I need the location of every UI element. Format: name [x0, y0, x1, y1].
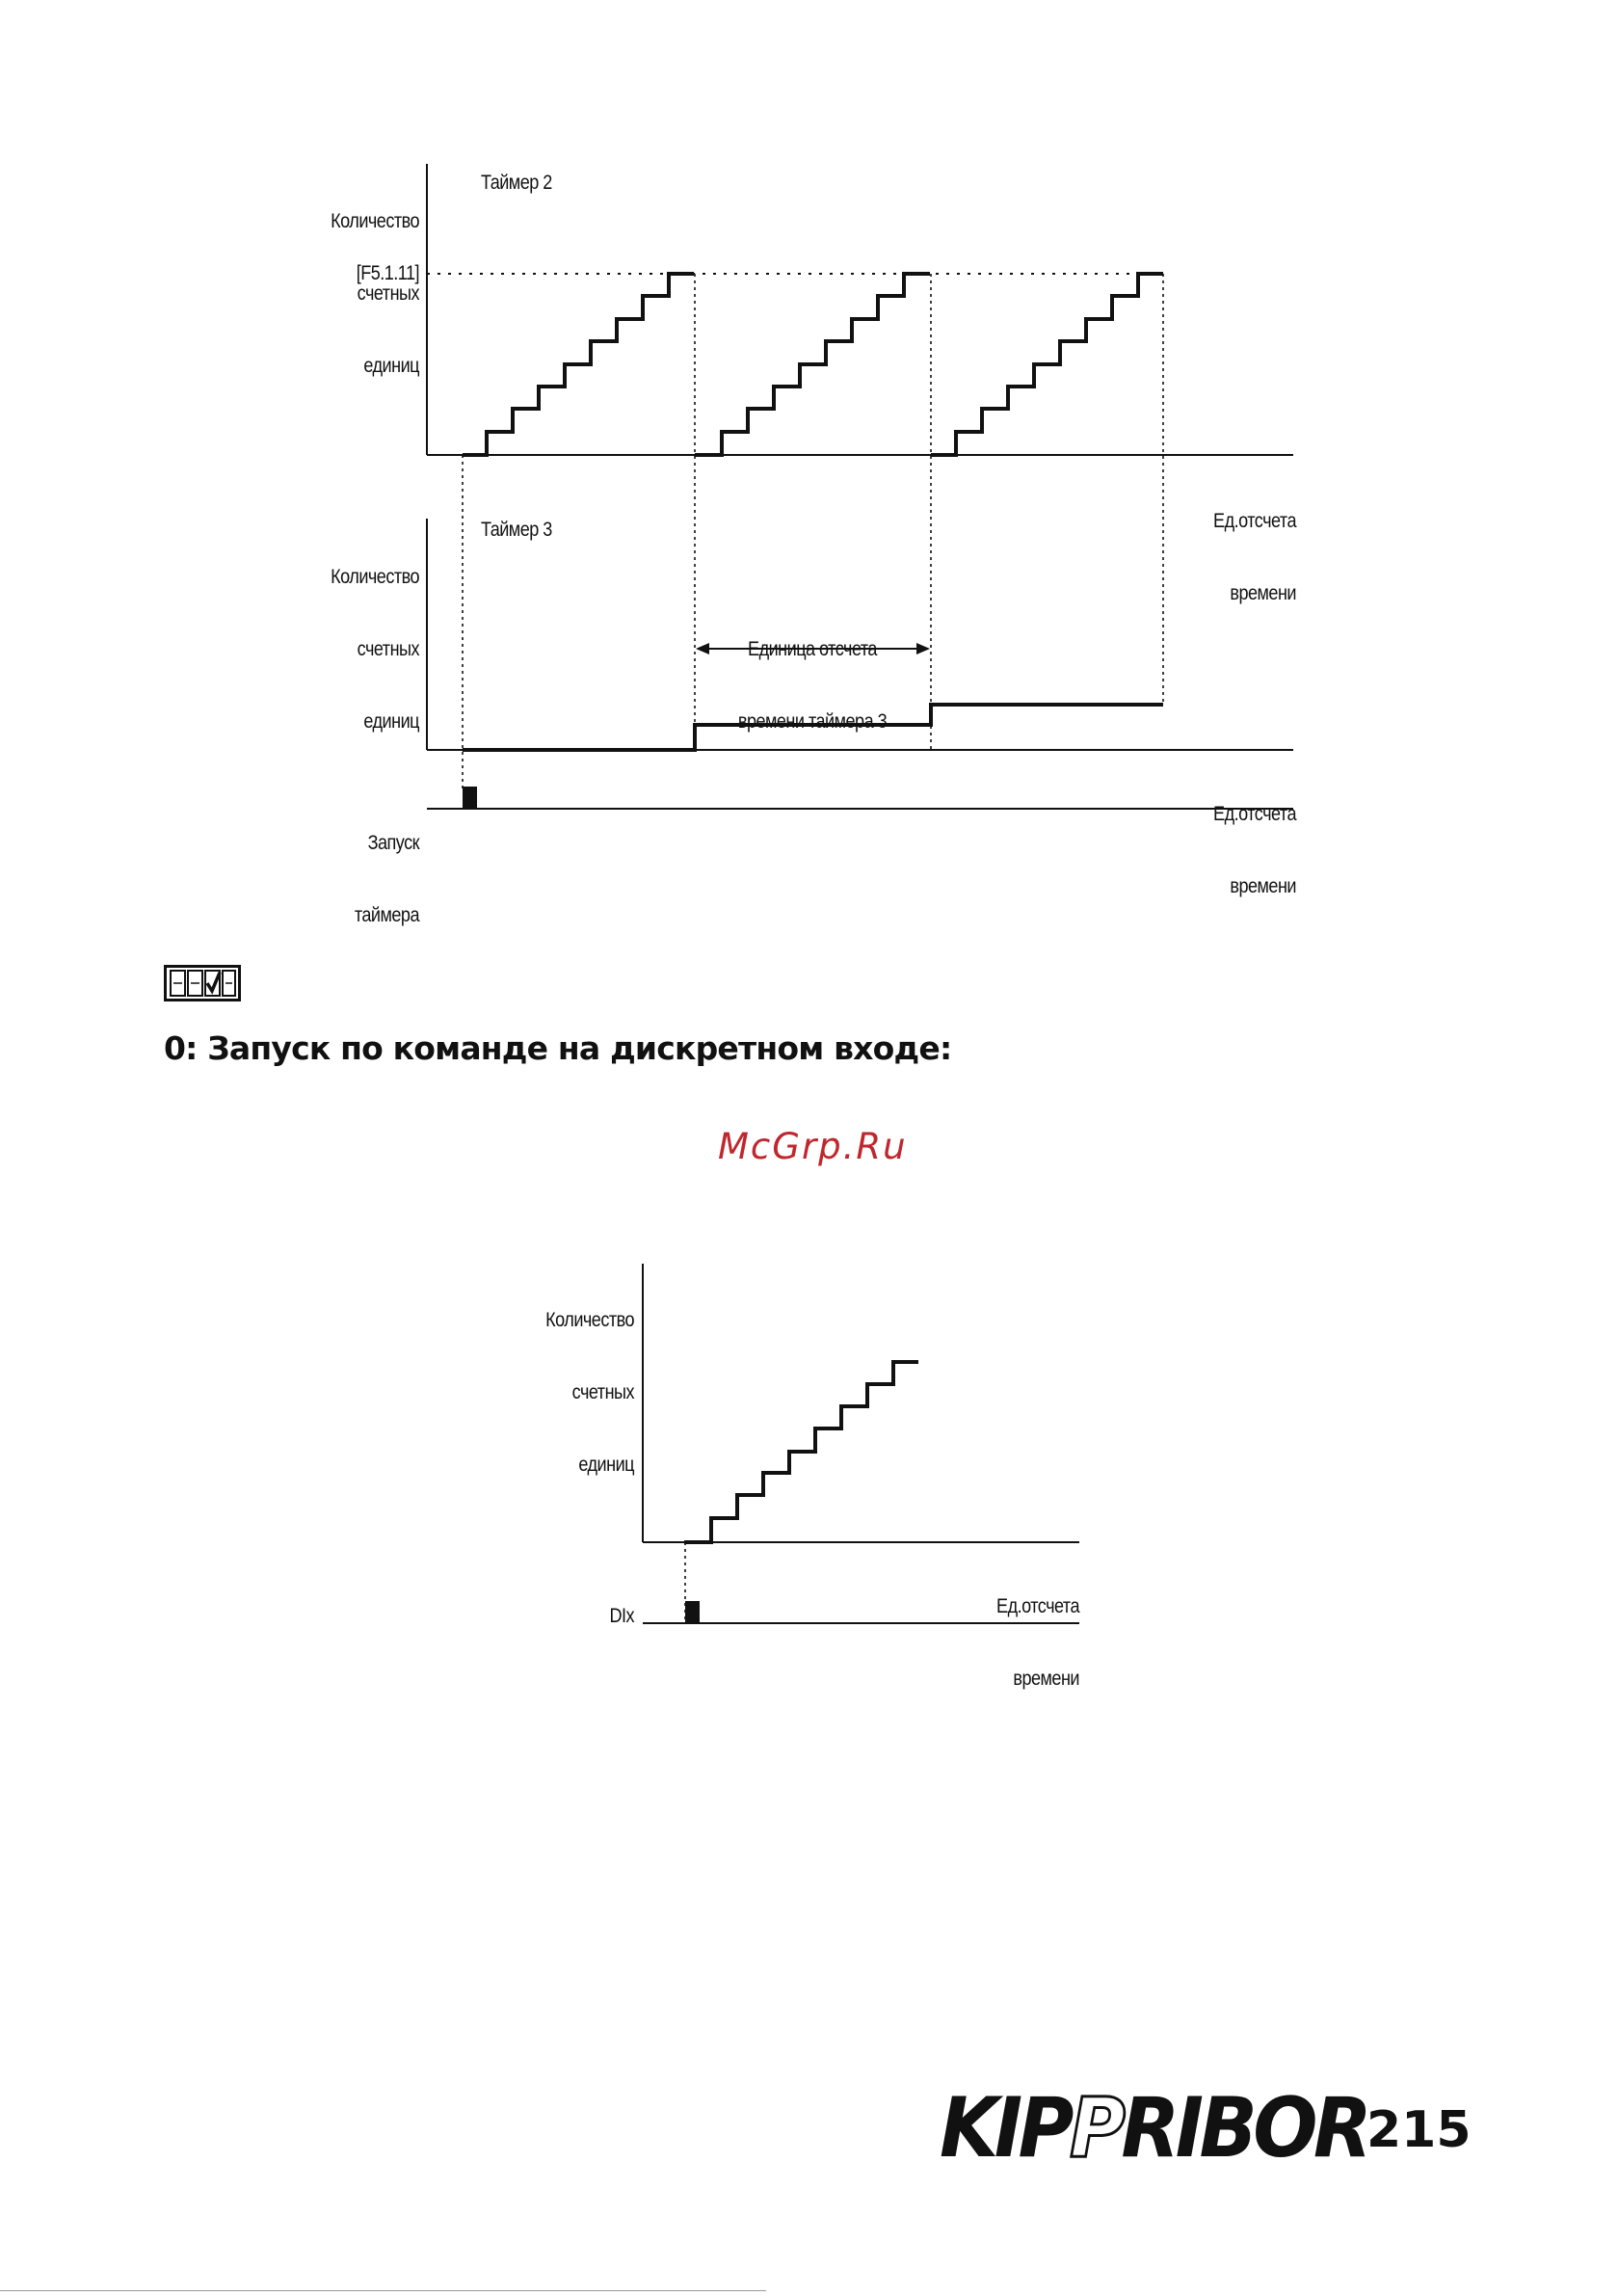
footer-rule — [0, 2290, 766, 2291]
section-heading: 0: Запуск по команде на дискретном входе: — [164, 1029, 952, 1067]
timer2-y-label: Количество счетных единиц — [331, 210, 419, 377]
start-label: Запуск таймера — [354, 832, 419, 926]
watermark: McGrp.Ru — [718, 1126, 908, 1167]
dix-input-label: DIx — [609, 1605, 634, 1627]
timer2-x-label: Ед.отсчета времени — [1213, 510, 1296, 604]
timer3-x-label: Ед.отсчета времени — [1213, 803, 1296, 897]
dix-x-label: Ед.отсчета времени — [996, 1595, 1079, 1690]
timer3-title: Таймер 3 — [481, 519, 552, 541]
timer3-unit-label: Единица отсчета времени таймера 3 — [737, 638, 888, 733]
dix-y-label: Количество счетных единиц — [545, 1309, 634, 1476]
page-number: 215 — [1366, 2101, 1472, 2159]
dix-pulse — [685, 1601, 700, 1623]
threshold-label: [F5.1.11] — [356, 262, 419, 284]
dix-ramp — [684, 1362, 918, 1542]
timer3-y-label: Количество счетных единиц — [331, 566, 419, 733]
brand-logo: KIPPRIBOR — [940, 2080, 1368, 2176]
timer2-title: Таймер 2 — [481, 172, 552, 194]
